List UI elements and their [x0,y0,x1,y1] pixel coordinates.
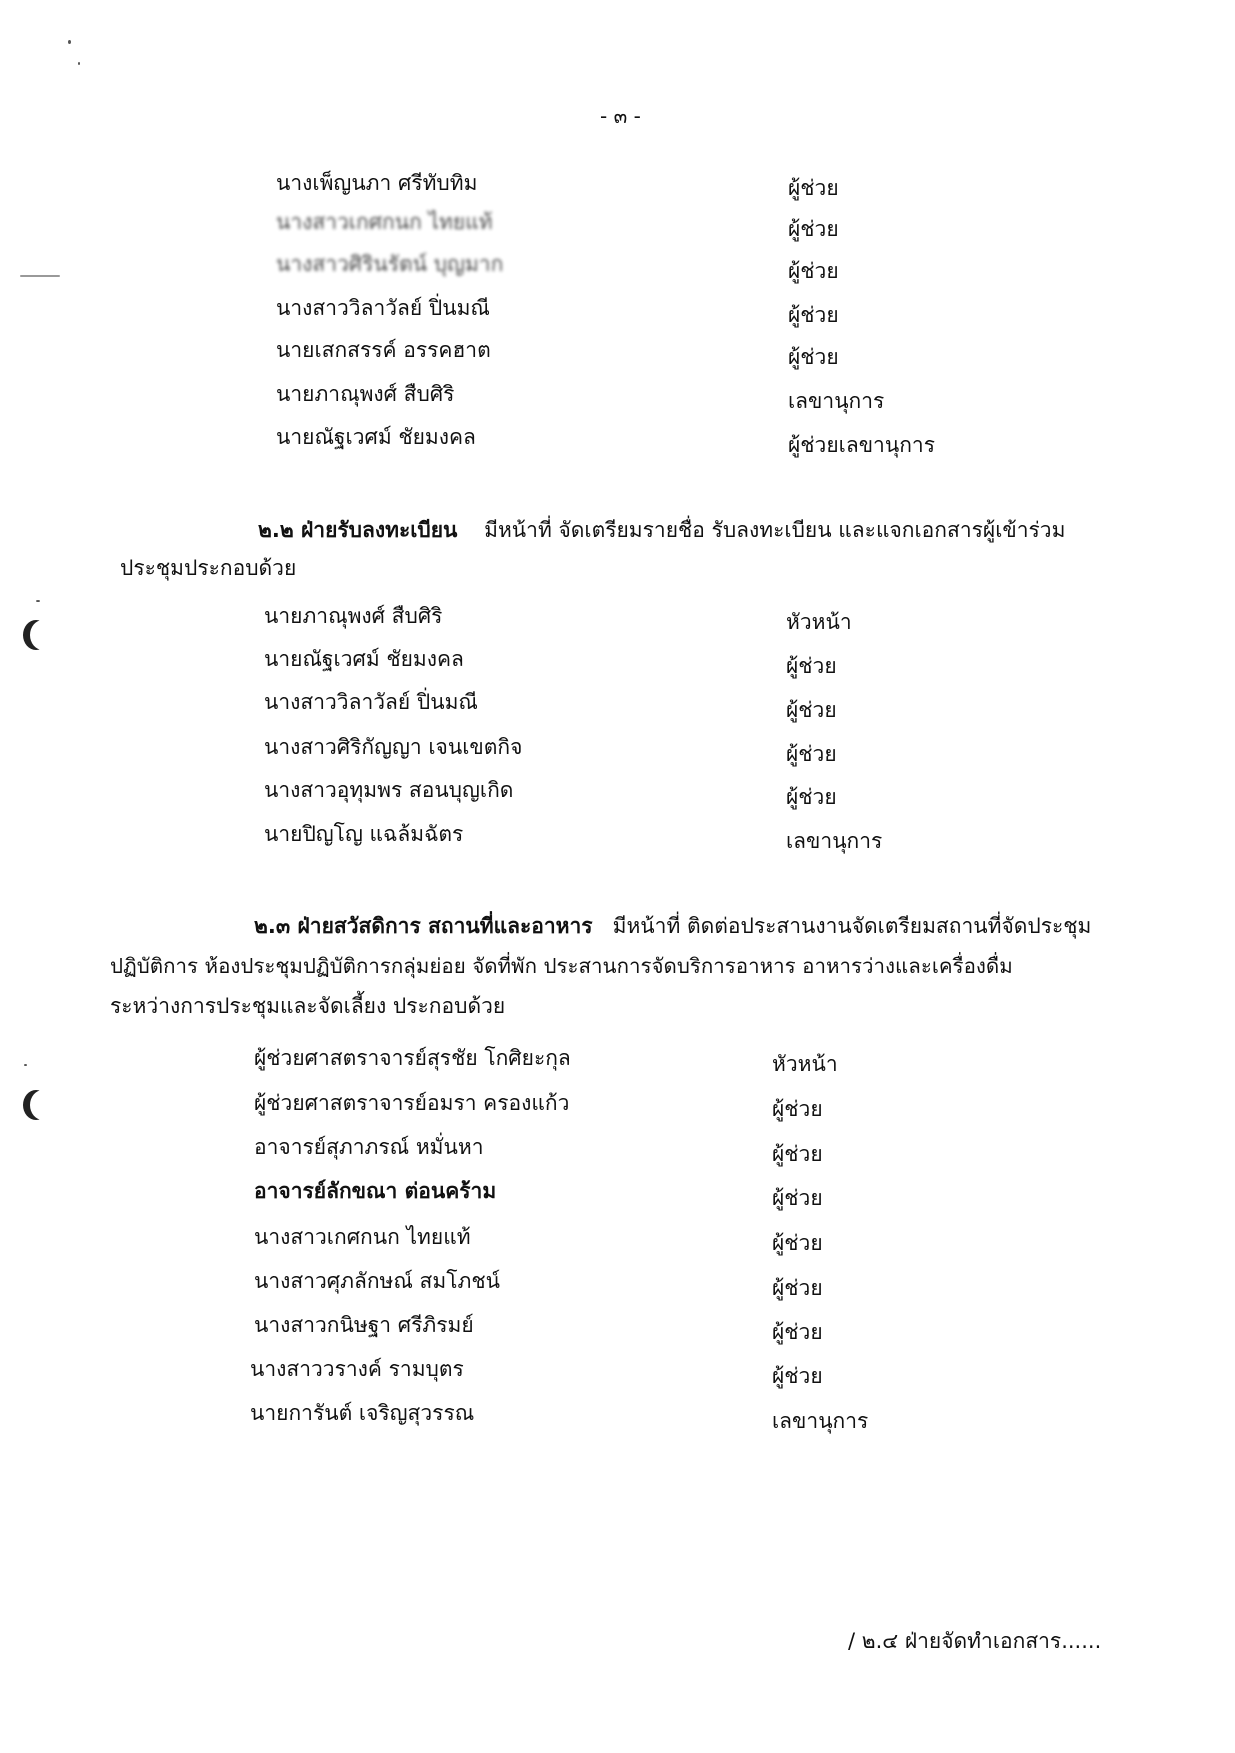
member-name: นางสาวเกศกนก ไทยแท้ [276,210,493,234]
continuation-note: / ๒.๔ ฝ่ายจัดทำเอกสาร...... [848,1629,1102,1653]
member-role: หัวหน้า [786,610,852,634]
member-role: ผู้ช่วย [772,1186,823,1210]
member-role: ผู้ช่วย [772,1231,823,1255]
member-role: ผู้ช่วย [788,345,839,369]
member-name: อาจารย์ลักขณา ต่อนคร้าม [254,1179,497,1203]
member-role: ผู้ช่วย [788,217,839,241]
member-role: ผู้ช่วย [772,1142,823,1166]
member-role: ผู้ช่วย [786,654,837,678]
member-role: ผู้ช่วย [786,698,837,722]
member-role: ผู้ช่วย [772,1276,823,1300]
member-name: นายการันต์ เจริญสุวรรณ [250,1401,475,1425]
section-heading: ๒.๓ ฝ่ายสวัสดิการ สถานที่และอาหาร [254,914,593,938]
section-paragraph [254,910,1091,943]
section-paragraph [258,514,1065,547]
scan-speck [36,600,40,602]
member-role: เลขานุการ [786,829,883,853]
member-name: นางสาวศิริกัญญา เจนเขตกิจ [264,735,523,759]
member-role: ผู้ช่วย [788,176,839,200]
member-role: ผู้ช่วย [772,1364,823,1388]
member-name: นางสาวเกศกนก ไทยแท้ [254,1225,471,1249]
member-name: นางสาวศุภลักษณ์ สมโภชน์ [254,1269,500,1293]
member-name: ผู้ช่วยศาสตราจารย์สุรชัย โกศิยะกุล [254,1046,571,1070]
punch-hole-mark [30,1090,56,1120]
member-role: หัวหน้า [772,1052,838,1076]
member-name: ผู้ช่วยศาสตราจารย์อมรา ครองแก้ว [254,1091,570,1115]
page-number: - ๓ - [600,104,641,128]
section-paragraph-cont: ปฏิบัติการ ห้องประชุมปฏิบัติการกลุ่มย่อย จัดที่พัก ประสานการจัดบริการอาหาร อาหารว่างและเครื่องดื่ม [110,954,1013,978]
member-role: เลขานุการ [772,1409,869,1433]
member-name: นายเสกสรรค์ อรรคฮาต [276,338,491,362]
member-name: นางสาววิลาวัลย์ ปิ่นมณี [264,690,478,714]
member-name: นายณัฐเวศม์ ชัยมงคล [264,647,464,671]
member-role: ผู้ช่วย [788,259,839,283]
section-paragraph-cont: ระหว่างการประชุมและจัดเลี้ยง ประกอบด้วย [110,994,506,1018]
member-name: นางสาวอุทุมพร สอนบุญเกิด [264,778,514,802]
member-role: ผู้ช่วย [788,303,839,327]
section-duty: มีหน้าที่ ติดต่อประสานงานจัดเตรียมสถานที่จัดประชุม [612,914,1092,938]
member-role: ผู้ช่วย [786,785,837,809]
member-name: นางสาววิลาวัลย์ ปิ่นมณี [276,296,490,320]
member-role: ผู้ช่วย [786,742,837,766]
punch-hole-mark [30,620,56,650]
member-role: เลขานุการ [788,389,885,413]
section-paragraph-cont: ประชุมประกอบด้วย [120,556,297,580]
member-role: ผู้ช่วย [772,1320,823,1344]
member-role: ผู้ช่วยเลขานุการ [788,433,935,457]
member-name: นายณัฐเวศม์ ชัยมงคล [276,425,476,449]
member-name: นางสาวศิรินรัตน์ บุญมาก [276,252,504,276]
member-role: ผู้ช่วย [772,1097,823,1121]
member-name: นางเพ็ญนภา ศรีทับทิม [276,171,478,195]
scan-speck [78,62,80,65]
member-name: นายปิญโญ แฉล้มฉัตร [264,822,464,846]
section-heading: ๒.๒ ฝ่ายรับลงทะเบียน [258,518,458,542]
member-name: นายภาณุพงศ์ สืบศิริ [276,382,455,406]
member-name: นางสาวกนิษฐา ศรีภิรมย์ [254,1313,474,1337]
scan-speck [24,1064,27,1066]
member-name: นายภาณุพงศ์ สืบศิริ [264,604,443,628]
scan-speck [68,40,71,44]
scan-speck [20,275,60,277]
member-name: นางสาววรางค์ รามบุตร [250,1357,464,1381]
member-name: อาจารย์สุภาภรณ์ หมั่นหา [254,1135,484,1159]
section-duty: มีหน้าที่ จัดเตรียมรายชื่อ รับลงทะเบียน และแจกเอกสารผู้เข้าร่วม [484,518,1066,542]
